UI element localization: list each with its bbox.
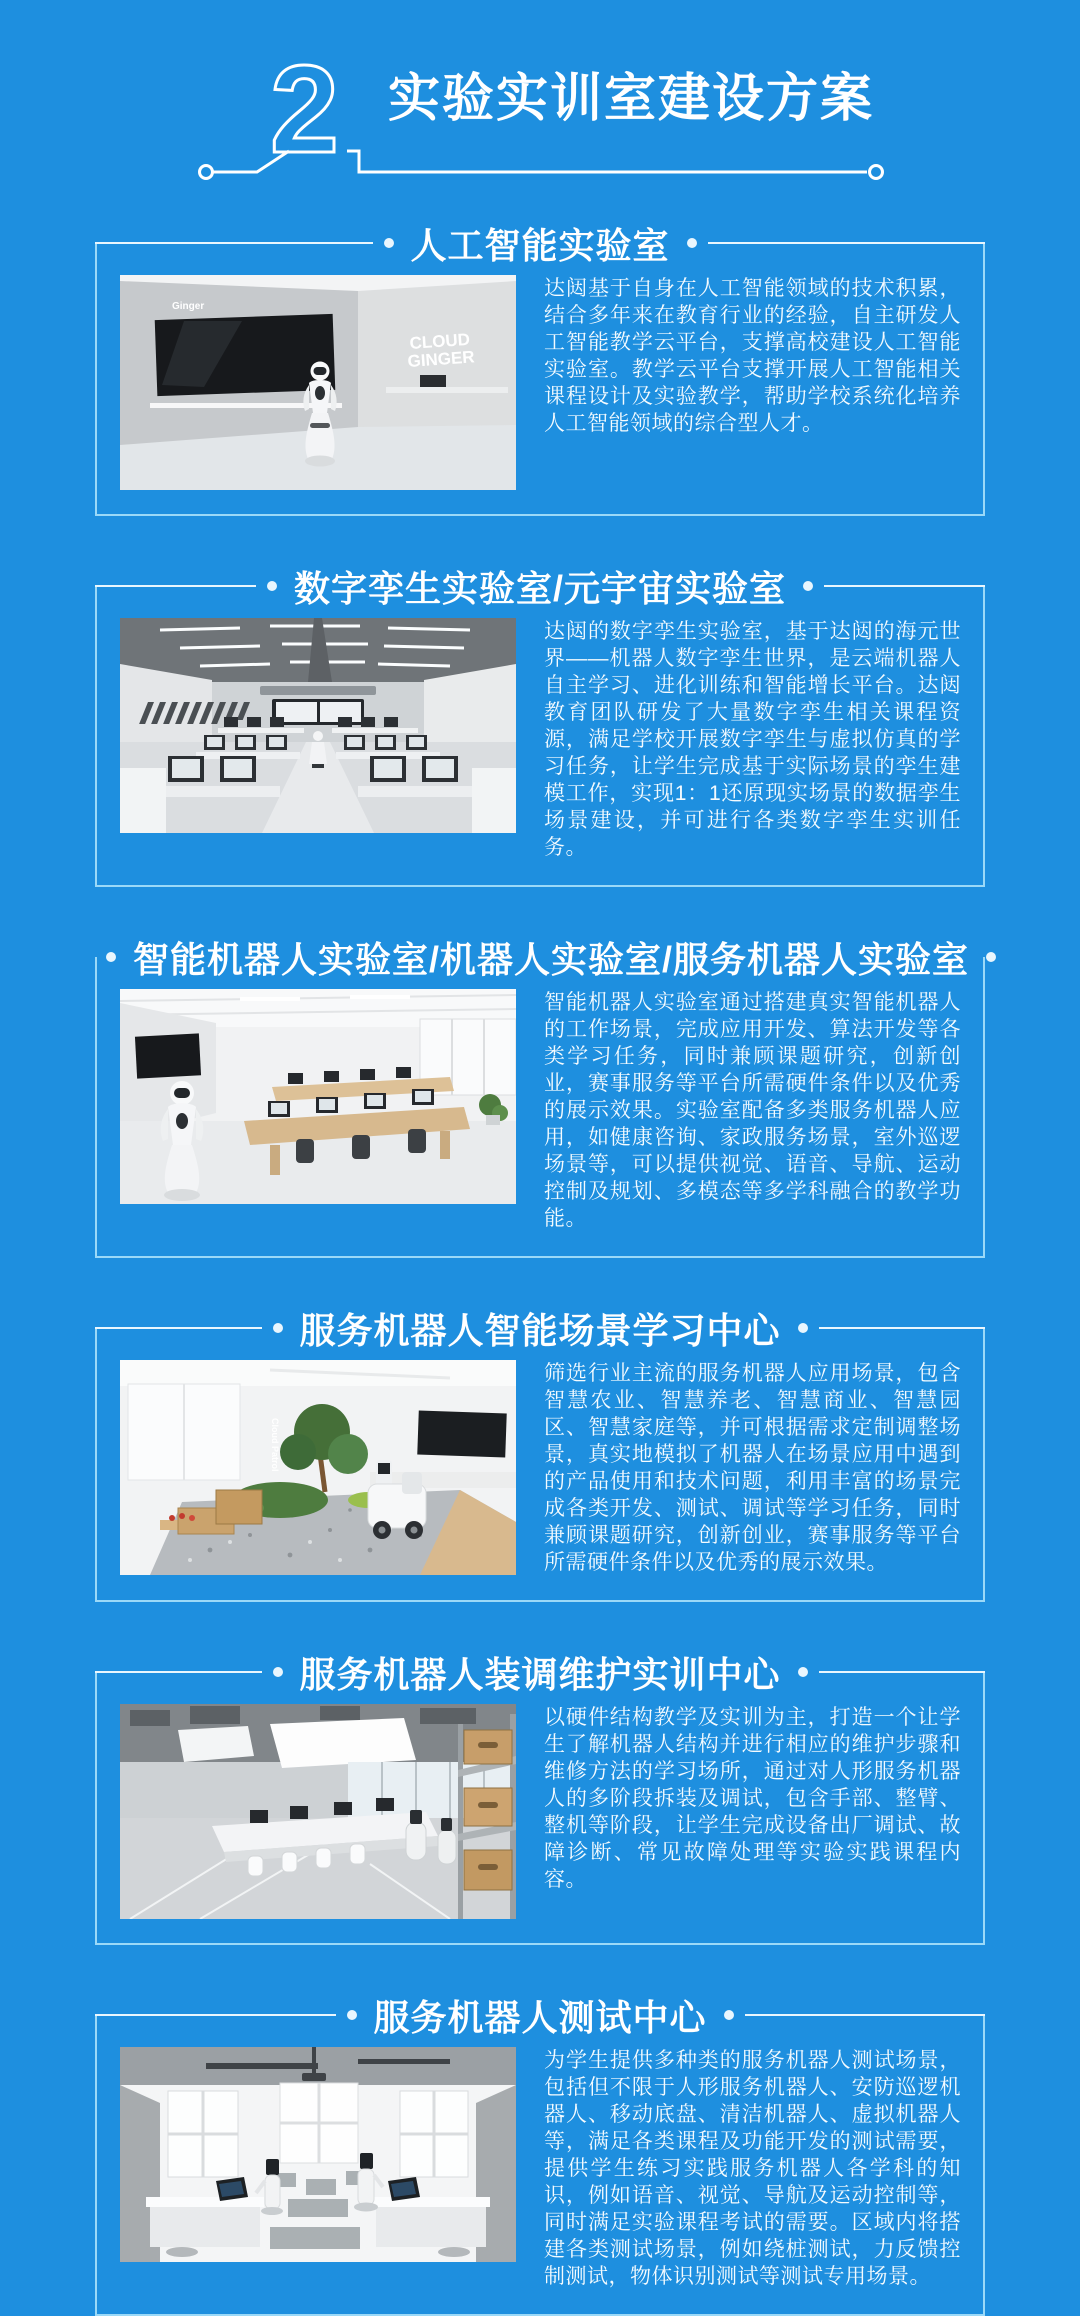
- section-title: 智能机器人实验室/机器人实验室/服务机器人实验室: [133, 938, 970, 980]
- heading-line-left: [95, 242, 373, 244]
- section-heading: [95, 1649, 985, 1695]
- test-center-image: [120, 2047, 516, 2262]
- section-robot-lab: [95, 938, 985, 1258]
- heading-dot-left: [347, 2010, 357, 2020]
- section-test-center: [95, 1996, 985, 2316]
- section-box: [95, 957, 985, 1258]
- heading-line-left: [95, 585, 256, 587]
- section-title: 服务机器人智能场景学习中心: [299, 1309, 781, 1351]
- scene-learning-center-image: [120, 1360, 516, 1575]
- intelligent-robot-lab-image: [120, 989, 516, 1204]
- shelf: [386, 387, 508, 393]
- section-title: 数字孪生实验室/元宇宙实验室: [294, 567, 787, 609]
- section-title: 服务机器人测试中心: [373, 1996, 707, 2038]
- heading-line-right: [745, 2014, 986, 2016]
- section-ai-lab: [95, 224, 985, 516]
- section-body: 筛选行业主流的服务机器人应用场景，包含智慧农业、智慧养老、智慧商业、智慧园区、智慧家庭等，并可根据需求定制调整场景，真实地模拟了机器人在场景应用中遇到的产品使用和技术问题，利用丰富的场景完成各类开发、测试、调试等学习任务，同时兼顾课题研究，创新创业，赛事服务等平台所需硬件条件以及优秀的展示效果。: [544, 1362, 961, 1574]
- heading-dot-right: [687, 238, 697, 248]
- section-heading: [95, 563, 985, 609]
- heading-line-left: [95, 2014, 336, 2016]
- section-body: 达闼的数字孪生实验室，基于达闼的海元世界——机器人数字孪生世界，是云端机器人自主学习、进化训练和智能增长平台。达闼教育团队研发了大量数字孪生相关课程资源，满足学校开展数字孪生与虚拟仿真的学习任务，让学生完成基于实际场景的孪生建模工作，实现1：1还原现实场景的数据孪生场景建设，并可进行各类数字孪生实训任务。: [544, 620, 961, 859]
- maintenance-center-image: [120, 1704, 516, 1919]
- page-title: 实验实训室建设方案: [388, 70, 875, 128]
- section-digital-twin: [95, 567, 985, 887]
- section-heading: [95, 1992, 985, 2038]
- section-box: [95, 2015, 985, 2316]
- heading-line-left: [95, 1671, 262, 1673]
- header-divider: [195, 146, 895, 194]
- light-panel-small: [178, 1726, 254, 1762]
- section-box: [95, 1672, 985, 1945]
- section-scene-learning: [95, 1309, 985, 1602]
- light-panel-large: [270, 1718, 416, 1768]
- heading-dot-right: [986, 952, 996, 962]
- page-header: [0, 0, 1080, 243]
- heading-dot-left: [106, 952, 116, 962]
- section-number-text: 2: [270, 41, 339, 179]
- section-body: 为学生提供多种类的服务机器人测试场景，包括但不限于人形服务机器人、安防巡逻机器人、移动底盘、清洁机器人、虚拟机器人等，满足各类课程及功能开发的测试需要，提供学生练习实践服务机器人各学科的知识，例如语音、视觉、导航及运动控制等，同时满足实验课程考试的需要。区域内将搭建各类测试场景，例如绕桩测试，力反馈控制测试，物体识别测试等测试专用场景。: [544, 2049, 961, 2288]
- heading-dot-left: [273, 1667, 283, 1677]
- sign-band: [260, 686, 376, 695]
- heading-dot-left: [384, 238, 394, 248]
- ai-lab-image: [120, 275, 516, 490]
- heading-dot-left: [267, 581, 277, 591]
- heading-dot-right: [803, 581, 813, 591]
- wall-brand-line1: CLOUD: [408, 329, 471, 353]
- divider-ring-left: [200, 166, 213, 179]
- heading-dot-left: [273, 1323, 283, 1333]
- glass-text: Cloud Patrol: [270, 1418, 280, 1472]
- heading-line-right: [708, 242, 986, 244]
- section-heading: [95, 934, 985, 980]
- section-body: 达闼基于自身在人工智能领域的技术积累，结合多年来在教育行业的经验，自主研发人工智能教学云平台，支撑高校建设人工智能实验室。教学云平台支撑开展人工智能相关课程设计及实验教学，帮助学校系统化培养人工智能领域的综合型人才。: [544, 277, 961, 435]
- shelf-screen: [420, 375, 446, 387]
- heading-dot-right: [798, 1323, 808, 1333]
- shelf-rack: [458, 1714, 516, 1919]
- heading-line-right: [819, 1327, 986, 1329]
- tv-screen: [417, 1410, 506, 1457]
- heading-line-right: [819, 1671, 986, 1673]
- heading-line-right: [824, 585, 985, 587]
- heading-dot-right: [724, 2010, 734, 2020]
- heading-line-left: [95, 1327, 262, 1329]
- section-body: 以硬件结构教学及实训为主，打造一个让学生了解机器人结构并进行相应的维护步骤和维修方法的学习场所，通过对人形服务机器人的多阶段拆装及调试，包含手部、整臂、整机等阶段，让学生完成设备出厂调试、故障诊断、常见故障处理等实验实践课程内容。: [544, 1706, 961, 1891]
- section-heading: [95, 1305, 985, 1351]
- heading-dot-right: [798, 1667, 808, 1677]
- section-maintenance: [95, 1653, 985, 1945]
- section-box: [95, 586, 985, 887]
- device-label: Ginger: [172, 301, 205, 312]
- tv-screen: [135, 1033, 201, 1078]
- wall-brand-line2: GINGER: [406, 347, 476, 371]
- section-heading: [95, 220, 985, 266]
- section-title: 人工智能实验室: [410, 224, 670, 266]
- section-box: [95, 1328, 985, 1602]
- section-box: [95, 243, 985, 516]
- digital-twin-classroom-image: [120, 618, 516, 833]
- divider-ring-right: [870, 166, 883, 179]
- section-title: 服务机器人装调维护实训中心: [299, 1653, 781, 1695]
- section-body: 智能机器人实验室通过搭建真实智能机器人的工作场景，完成应用开发、算法开发等各类学习任务，同时兼顾课题研究，创新创业，赛事服务等平台所需硬件条件以及优秀的展示效果。实验室配备多类服务机器人应用，如健康咨询、家政服务场景，室外巡逻场景等，可以提供视觉、语音、导航、运动控制及规划、多模态等多学科融合的教学功能。: [544, 991, 961, 1230]
